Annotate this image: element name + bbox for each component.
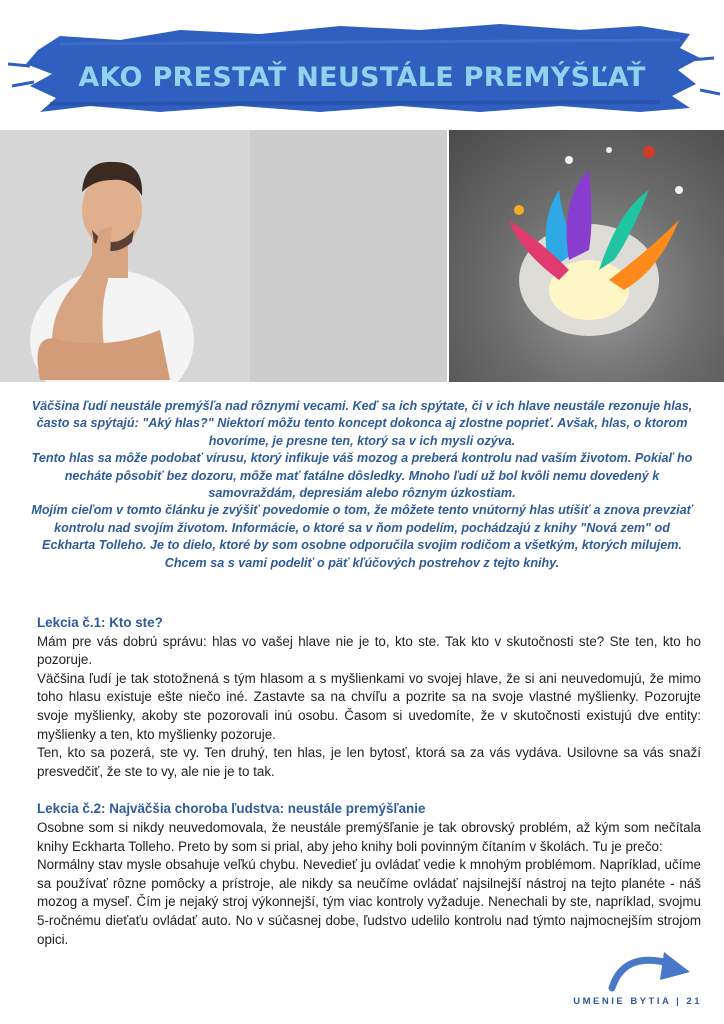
intro-paragraph: Chcem sa s vami podeliť o päť kľúčových postrehov z tejto knihy.: [164, 555, 560, 570]
article-body: [37, 614, 701, 949]
page-footer: [573, 996, 702, 1007]
header-banner: [0, 0, 724, 130]
lesson-1-paragraph: Ten, kto sa pozerá, ste vy. Ten druhý, ten hlas, je len bytosť, ktorá sa za vás vydáva. Usilovne sa vás snaží presvedčiť, že ste to vy, ale nie je to tak.: [37, 745, 701, 779]
footer-brand: UMENIE BYTIA: [573, 996, 671, 1007]
colorful-brain-illustration: [449, 130, 724, 382]
lesson-2-paragraph: Osobne som si nikdy neuvedomovala, že neustále premýšľanie je tak obrovský problém, až kým som nečítala knihy Eckharta Tolleho. Preto by som si prial, aby jeho knihy boli povinným čítaním v školách. Tu je prečo:: [37, 819, 701, 854]
page-title: AKO PRESTAŤ NEUSTÁLE PREMÝŠĽAŤ: [78, 62, 646, 93]
thinking-man-photo: [0, 130, 447, 382]
next-page-arrow-icon[interactable]: [606, 944, 696, 997]
lesson-2-paragraph: Normálny stav mysle obsahuje veľkú chybu. Nevedieť ju ovládať vedie k mnohým problémom. Napríklad, učíme sa používať rôzne pomôcky a prístroje, ale nikdy sa neučíme ovládať najsilnejší nástroj na tejto planéte - náš mozog a myseľ. Čím je nejaký stroj výkonnejší, tým viac kontroly vyžaduje. Nenechali by ste, napríklad, svojmu 5-ročnému dieťaťu ovládať auto. No v súčasnej dobe, ľudstvo udelilo kontrolu nad týmto najmocnejším strojom opici.: [37, 857, 701, 947]
thinking-man-illustration: [0, 130, 447, 382]
footer-separator: |: [676, 996, 682, 1007]
intro-paragraph: Mojím cieľom v tomto článku je zvýšiť povedomie o tom, že môžete tento vnútorný hlas utíšiť a znova prevziať kontrolu nad svojím životom. Informácie, o ktoré sa v ňom podelím, pochádzajú z knihy "Nová zem" od Eckharta Tolleho. Je to dielo, ktoré by som osobne odporučila svojim rodičom a všetkým, ktorých milujem.: [31, 503, 693, 553]
page-number: 21: [686, 996, 702, 1007]
intro-paragraph: Tento hlas sa môže podobať vírusu, ktorý infikuje váš mozog a preberá kontrolu nad vaším životom. Pokiaľ ho necháte pôsobiť bez dozoru, môže mať fatálne dôsledky. Mnoho ľudí už bol kvôli nemu dovedený k samovraždám, depresiám alebo rôznym úzkostiam.: [31, 451, 693, 501]
lesson-2-title: Lekcia č.2: Najväčšia choroba ľudstva: neustále premýšľanie: [37, 801, 426, 817]
lesson-1-title: Lekcia č.1: Kto ste?: [37, 615, 163, 630]
intro-text: [30, 398, 694, 572]
lesson-1-paragraph: Mám pre vás dobrú správu: hlas vo vašej hlave nie je to, kto ste. Tak kto v skutočnosti ste? Ste ten, kto ho pozoruje.: [37, 633, 701, 668]
intro-paragraph: Väčšina ľudí neustále premýšľa nad rôznymi vecami. Keď sa ich spýtate, či v ich hlave neustále rezonuje hlas, často sa spýtajú: "Aký hlas?" Niektorí môžu tento koncept dokonca aj zlostne poprieť. Avšak, hlas, o ktorom hovoríme, je presne ten, ktorý sa v ich mysli ozýva.: [31, 399, 693, 448]
lesson-1-paragraph: Väčšina ľudí je tak stotožnená s tým hlasom a s myšlienkami vo svojej hlave, že si ani neuvedomujú, že mimo toho hlasu existuje ešte niečo iné. Zastavte sa na chvíľu a pozrite sa na svoje vlastné myšlienky. Pozorujte svoje myšlienky, akoby ste pozorovali inú osobu. Časom si uvedomíte, že v skutočnosti existujú dve entity: myšlienky a ten, kto myšlienky pozoruje.: [37, 670, 701, 742]
brain-splash-photo: [449, 130, 724, 382]
